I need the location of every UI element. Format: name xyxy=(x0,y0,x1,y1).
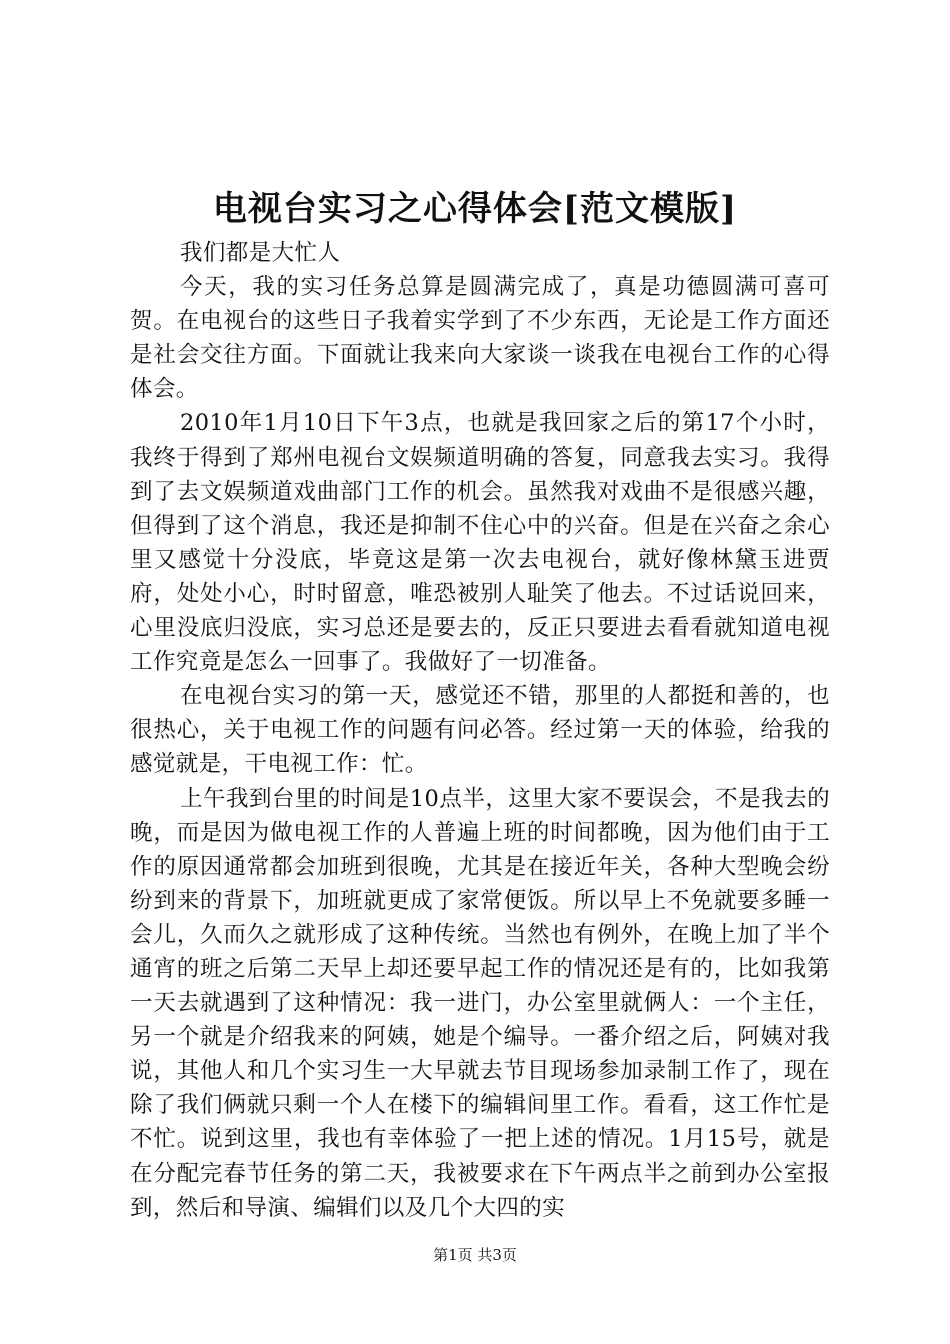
paragraph-reply: 2010年1月10日下午3点，也就是我回家之后的第17个小时，我终于得到了郑州电视台文娱频道明确的答复，同意我去实习。我得到了去文娱频道戏曲部门工作的机会。虽然我对戏曲不是很感兴趣，但得到了这个消息，我还是抑制不住心中的兴奋。但是在兴奋之余心里又感觉十分没底，毕竟这是第一次去电视台，就好像林黛玉进贾府，处处小心，时时留意，唯恐被别人耻笑了他去。不过话说回来，心里没底归没底，实习总还是要去的，反正只要进去看看就知道电视工作究竟是怎么一回事了。我做好了一切准备。 xyxy=(130,410,830,676)
document-title: 电视台实习之心得体会[范文模版] xyxy=(212,189,738,229)
paragraph-subtitle: 我们都是大忙人 xyxy=(180,240,341,266)
paragraph-work-hours: 上午我到台里的时间是10点半，这里大家不要误会，不是我去的晚，而是因为做电视工作的人普遍上班的时间都晚，因为他们由于工作的原因通常都会加班到很晚，尤其是在接近年关，各种大型晚会纷纷到来的背景下，加班就更成了家常便饭。所以早上不免就要多睡一会儿，久而久之就形成了这种传统。当然也有例外，在晚上加了半个通宵的班之后第二天早上却还要早起工作的情况还是有的，比如我第一天去就遇到了这种情况：我一进门，办公室里就俩人：一个主任，另一个就是介绍我来的阿姨，她是个编导。一番介绍之后，阿姨对我说，其他人和几个实习生一大早就去节目现场参加录制工作了，现在除了我们俩就只剩一个人在楼下的编辑间里工作。看看，这工作忙是不忙。说到这里，我也有幸体验了一把上述的情况。1月15号，就是在分配完春节任务的第二天，我被要求在下午两点半之前到办公室报到，然后和导演、编辑们以及几个大四的实 xyxy=(130,785,830,1221)
document-body xyxy=(130,236,830,1225)
paragraph-first-day: 在电视台实习的第一天，感觉还不错，那里的人都挺和善的，也很热心，关于电视工作的问题有问必答。经过第一天的体验，给我的感觉就是，干电视工作：忙。 xyxy=(130,683,830,778)
page-footer: 第1页 共3页 xyxy=(433,1246,517,1264)
paragraph-intro: 今天，我的实习任务总算是圆满完成了，真是功德圆满可喜可贺。在电视台的这些日子我着实学到了不少东西，无论是工作方面还是社会交往方面。下面就让我来向大家谈一谈我在电视台工作的心得体会。 xyxy=(130,274,830,403)
